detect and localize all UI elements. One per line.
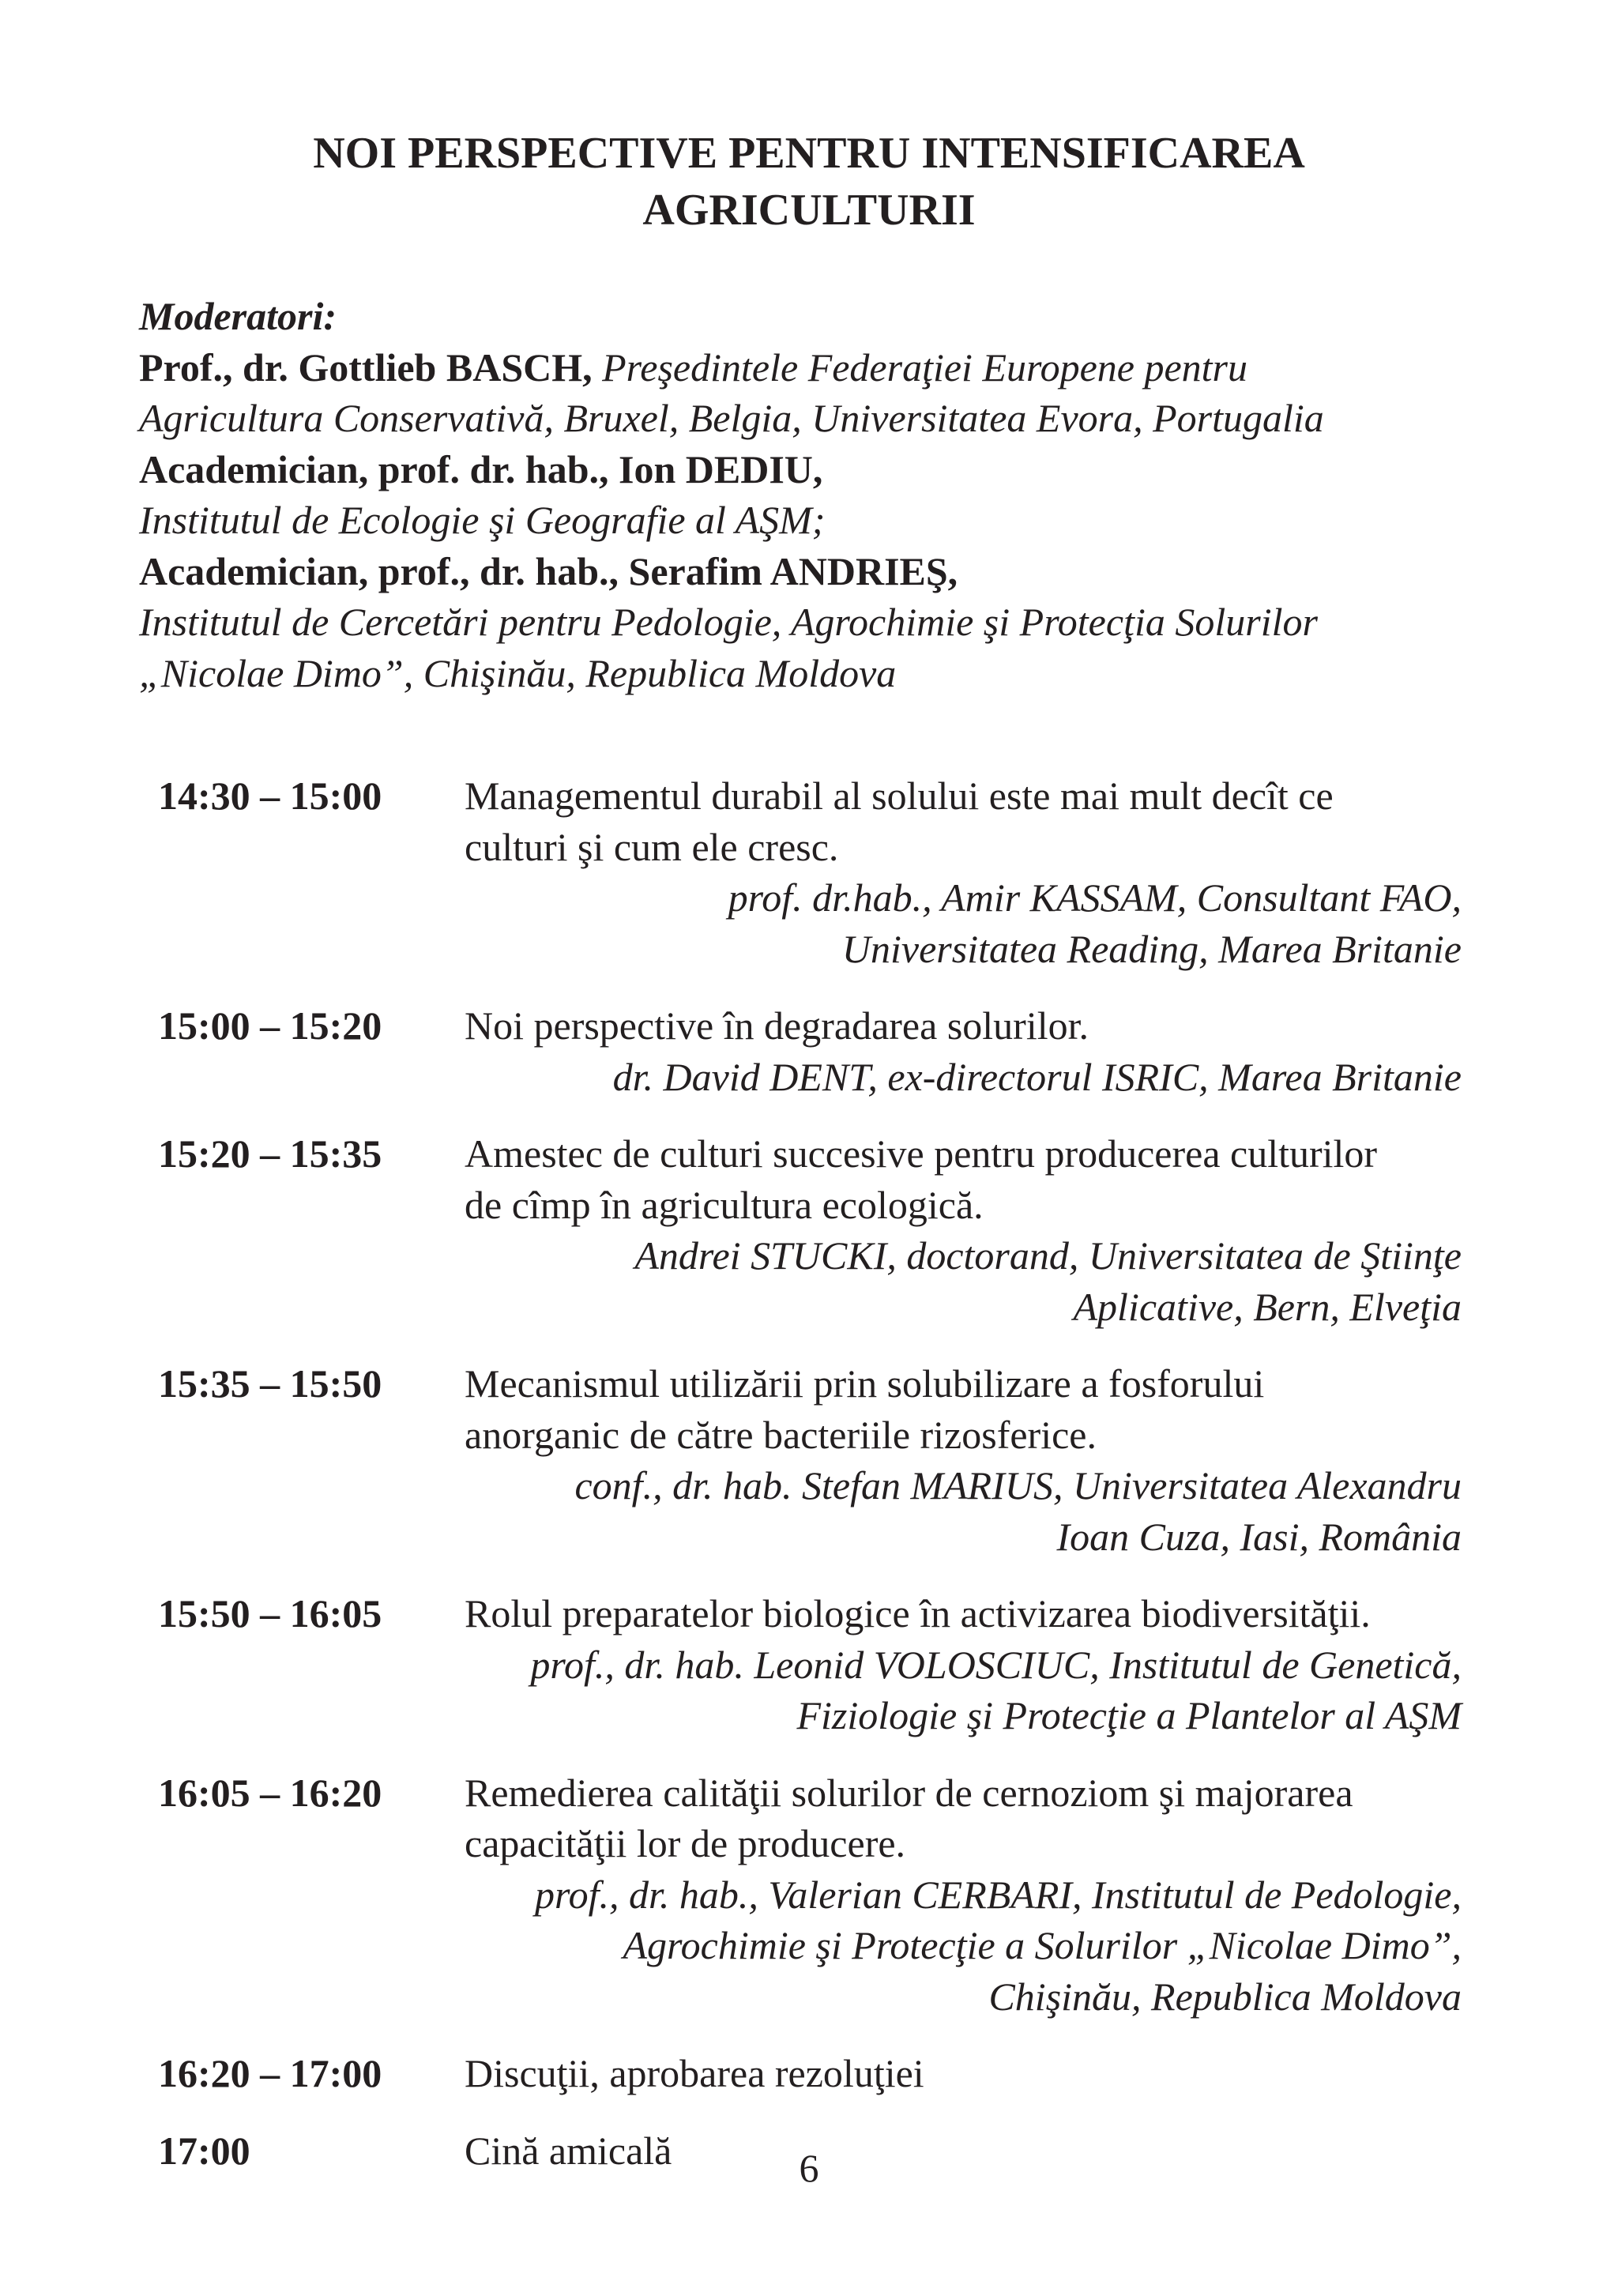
schedule-item [0,1767,1618,2023]
schedule-time: 15:50 – 16:05 [158,1591,382,1635]
schedule-topic [465,1767,1462,1869]
speaker-line: dr. David DENT, ex-directorul ISRIC, Marea Britanie [612,1054,1462,1099]
schedule-content [465,770,1462,974]
moderator-1 [139,342,1482,444]
speaker-line: Ioan Cuza, Iasi, România [1056,1514,1462,1559]
moderator-role: Preşedintele Federaţiei Europene pentru [602,344,1248,390]
schedule-item [0,1588,1618,1741]
moderator-affiliation: Agricultura Conservativă, Bruxel, Belgia, Universitatea Evora, Portugalia [139,396,1324,440]
schedule-speaker [465,1052,1462,1103]
moderator-affiliation: Institutul de Cercetări pentru Pedologie, Agrochimie şi Protecţia Solurilor [139,600,1318,644]
topic-line: Mecanismul utilizării prin solubilizare a fosforului [465,1361,1265,1406]
schedule-speaker [465,1460,1462,1562]
topic-line: capacităţii lor de producere. [465,1821,906,1865]
schedule-time: 17:00 [158,2128,250,2173]
schedule-time: 14:30 – 15:00 [158,773,382,818]
schedule-topic [465,1358,1462,1460]
schedule-content [465,2048,1462,2099]
speaker-line: conf., dr. hab. Stefan MARIUS, Universitatea Alexandru [574,1463,1462,1507]
schedule-speaker [465,1230,1462,1332]
schedule-topic [465,2048,1462,2099]
speaker-line: Agrochimie şi Protecţie a Solurilor „Nicolae Dimo”, [623,1923,1462,1967]
topic-line: de cîmp în agricultura ecologică. [465,1182,984,1227]
schedule-time: 15:00 – 15:20 [158,1003,382,1048]
schedule-topic [465,770,1462,872]
page-number: 6 [799,2146,819,2190]
schedule-time: 16:20 – 17:00 [158,2051,382,2095]
topic-line: anorganic de către bacteriile rizosferice. [465,1412,1097,1457]
speaker-line: Chişinău, Republica Moldova [988,1974,1462,2019]
schedule-item [0,2048,1618,2099]
schedule-speaker [465,1639,1462,1741]
schedule-item [0,1358,1618,1562]
speaker-line: prof., dr. hab. Leonid VOLOSCIUC, Institutul de Genetică, [530,1642,1462,1687]
moderator-name: Academician, prof., dr. hab., Serafim ANDRIEŞ, [139,548,958,593]
topic-line: Amestec de culturi succesive pentru producerea culturilor [465,1131,1378,1176]
page-title [0,125,1618,239]
schedule-item [0,1128,1618,1332]
schedule-time: 16:05 – 16:20 [158,1770,382,1815]
topic-line: Discuţii, aprobarea rezoluţiei [465,2051,924,2095]
schedule-topic [465,1000,1462,1052]
schedule-time: 15:20 – 15:35 [158,1131,382,1176]
speaker-line: prof. dr.hab., Amir KASSAM, Consultant FAO, [728,875,1462,920]
topic-line: culturi şi cum ele cresc. [465,824,839,869]
moderators-section [139,291,1482,698]
schedule-content [465,1000,1462,1102]
schedule-item [0,1000,1618,1102]
moderator-name: Academician, prof. dr. hab., Ion DEDIU, [139,446,823,491]
schedule-content [465,1588,1462,1741]
schedule-item [0,770,1618,974]
schedule-list [0,770,1618,2202]
moderators-heading: Moderatori: [139,294,337,338]
speaker-line: Universitatea Reading, Marea Britanie [841,926,1462,971]
schedule-content [465,1128,1462,1332]
speaker-line: Fiziologie şi Protecţie a Plantelor al AŞM [796,1693,1462,1737]
moderator-affiliation: „Nicolae Dimo”, Chişinău, Republica Moldova [139,650,897,695]
topic-line: Rolul preparatelor biologice în activizarea biodiversităţii. [465,1591,1371,1635]
topic-line: Noi perspective în degradarea solurilor. [465,1003,1089,1048]
topic-line: Cină amicală [465,2128,672,2173]
title-line-1: NOI PERSPECTIVE PENTRU INTENSIFICAREA [313,129,1305,178]
speaker-line: Aplicative, Bern, Elveţia [1073,1284,1462,1329]
schedule-speaker [465,872,1462,974]
moderator-3 [139,546,1482,699]
schedule-time: 15:35 – 15:50 [158,1361,382,1406]
topic-line: Managementul durabil al solului este mai mult decît ce [465,773,1334,818]
title-line-2: AGRICULTURII [642,186,976,235]
moderator-name: Prof., dr. Gottlieb BASCH, [139,344,593,390]
schedule-topic [465,1588,1462,1639]
moderator-2 [139,444,1482,546]
schedule-speaker [465,1869,1462,2023]
schedule-topic [465,1128,1462,1230]
topic-line: Remedierea calităţii solurilor de cernoziom şi majorarea [465,1770,1353,1815]
schedule-content [465,1767,1462,2023]
schedule-content [465,1358,1462,1562]
speaker-line: prof., dr. hab., Valerian CERBARI, Institutul de Pedologie, [534,1872,1462,1917]
moderator-affiliation: Institutul de Ecologie şi Geografie al AŞM; [139,498,826,542]
speaker-line: Andrei STUCKI, doctorand, Universitatea de Ştiinţe [634,1233,1462,1278]
